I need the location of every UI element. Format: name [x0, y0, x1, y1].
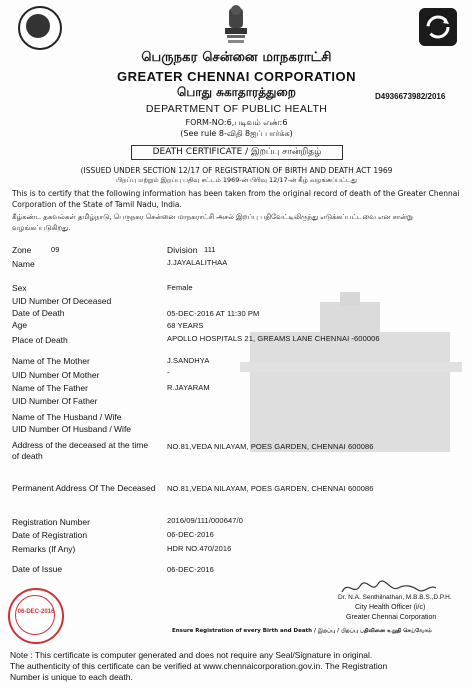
form-number: FORM-NO:6,படிவம் எண்:6	[185, 118, 288, 127]
signatory-designation: City Health Officer (i/c)	[355, 604, 426, 611]
father-name-value: R.JAYARAM	[167, 383, 210, 392]
rule-reference: (See rule 8-விதி 8ஐப் பார்க்க)	[180, 129, 293, 138]
husband-wife-label: Name of The Husband / Wife	[12, 412, 122, 422]
permanent-address-value: NO.81,VEDA NILAYAM, POES GARDEN, CHENNAI 600086	[167, 484, 374, 493]
certificate-title: DEATH CERTIFICATE / இறப்பு சான்றிதழ்	[131, 145, 343, 160]
dated-stamp	[8, 588, 64, 644]
zone-label: Zone	[12, 245, 32, 255]
uid-mother-label: UID Number Of Mother	[12, 370, 100, 380]
uid-husband-wife-label: UID Number Of Husband / Wife	[12, 424, 132, 434]
mother-name-label: Name of The Mother	[12, 356, 90, 366]
division-label: Division	[167, 245, 198, 255]
address-value: NO.81,VEDA NILAYAM, POES GARDEN, CHENNAI 600086	[167, 442, 374, 451]
registration-date-value: 06-DEC-2016	[167, 530, 214, 539]
certify-paragraph: This is to certify that the following information has been taken from the original record of death of the Greater Chennai Corporation of the State of Tamil Nadu, India.	[12, 189, 460, 209]
corporation-seal-logo	[18, 6, 62, 50]
tamil-department-title: பொது சுகாதாரத்துறை	[177, 85, 296, 99]
father-name-label: Name of The Father	[12, 383, 88, 393]
note-line-1: Note : This certificate is computer generated and does not require any Seal/Signature in original.	[10, 650, 373, 660]
date-of-death-value: 05-DEC-2016 AT 11:30 PM	[167, 309, 260, 318]
address-label-line1: Address of the deceased at the time	[12, 440, 149, 450]
age-label: Age	[12, 320, 28, 330]
signatory-name: Dr. N.A. Senthilnathan, M.B.B.S.,D.P.H.	[338, 594, 452, 601]
address-label-line2: of death	[12, 451, 43, 461]
certify-paragraph-tamil: கீழ்கண்ட தகவல்கள் தமிழ்நாடு, பெருநகர சென்னை மாநகராட்சி அசல் இறப்பு பதிவேட்டிலிருந்து எடுக்கப்பட்டவை என சான்று வழங்கப்படுகிறது.	[12, 213, 413, 232]
refresh-logo-icon	[419, 8, 457, 46]
date-of-issue-label: Date of Issue	[12, 564, 63, 574]
sex-label: Sex	[12, 283, 27, 293]
issued-under-text: (ISSUED UNDER SECTION 12/17 OF REGISTRATION OF BIRTH AND DEATH ACT 1969	[80, 166, 393, 175]
department-title: DEPARTMENT OF PUBLIC HEALTH	[145, 103, 328, 115]
signatory-organization: Greater Chennai Corporation	[346, 614, 437, 621]
sex-value: Female	[167, 283, 193, 292]
remarks-value: HDR NO.470/2016	[167, 544, 232, 553]
zone-value: 09	[51, 245, 60, 254]
uid-father-label: UID Number Of Father	[12, 396, 98, 406]
national-emblem-icon	[219, 4, 253, 46]
building-watermark	[240, 292, 462, 452]
registration-number-value: 2016/09/111/000647/0	[167, 516, 243, 525]
stamp-date: 06-DEC-2016	[17, 609, 55, 615]
name-value: J.JAYALALITHAA	[167, 258, 228, 267]
issued-under-tamil-text: பிறப்பு மற்றும் இறப்பு பதிவு சட்டம் 1969-ன் பிரிவு 12/17-ன் கீழ் வழங்கப்பட்டது	[116, 176, 357, 184]
date-of-issue-value: 06-DEC-2016	[167, 565, 214, 574]
tamil-corporation-title: பெருநகர சென்னை மாநகராட்சி	[141, 50, 332, 65]
mother-name-value: J.SANDHYA	[167, 356, 210, 365]
registration-code: D4936673982/2016	[375, 92, 446, 101]
place-of-death-label: Place of Death	[12, 335, 68, 345]
ensure-registration-text: Ensure Registration of every Birth and Death / இறப்பு / பிறப்பு பதிவினை உறுதி செய்வோம்	[172, 628, 432, 634]
note-line-3: Number is unique to each death.	[10, 672, 133, 682]
place-of-death-value: APOLLO HOSPITALS 21, GREAMS LANE CHENNAI -600006	[167, 334, 380, 343]
note-line-2: The authenticity of this certificate can be verified at www.chennaicorporation.gov.in. The Registration	[10, 661, 388, 671]
registration-number-label: Registration Number	[12, 517, 90, 527]
remarks-label: Remarks (If Any)	[12, 544, 76, 554]
division-value: 111	[204, 245, 216, 254]
uid-deceased-label: UID Number Of Deceased	[12, 296, 112, 306]
date-of-death-label: Date of Death	[12, 308, 65, 318]
age-value: 68 YEARS	[167, 321, 204, 330]
corporation-title: GREATER CHENNAI CORPORATION	[116, 69, 357, 84]
name-label: Name	[12, 259, 35, 269]
uid-mother-value: -	[167, 368, 170, 377]
permanent-address-label: Permanent Address Of The Deceased	[12, 483, 156, 493]
registration-date-label: Date of Registration	[12, 530, 88, 540]
note-section	[10, 650, 460, 683]
